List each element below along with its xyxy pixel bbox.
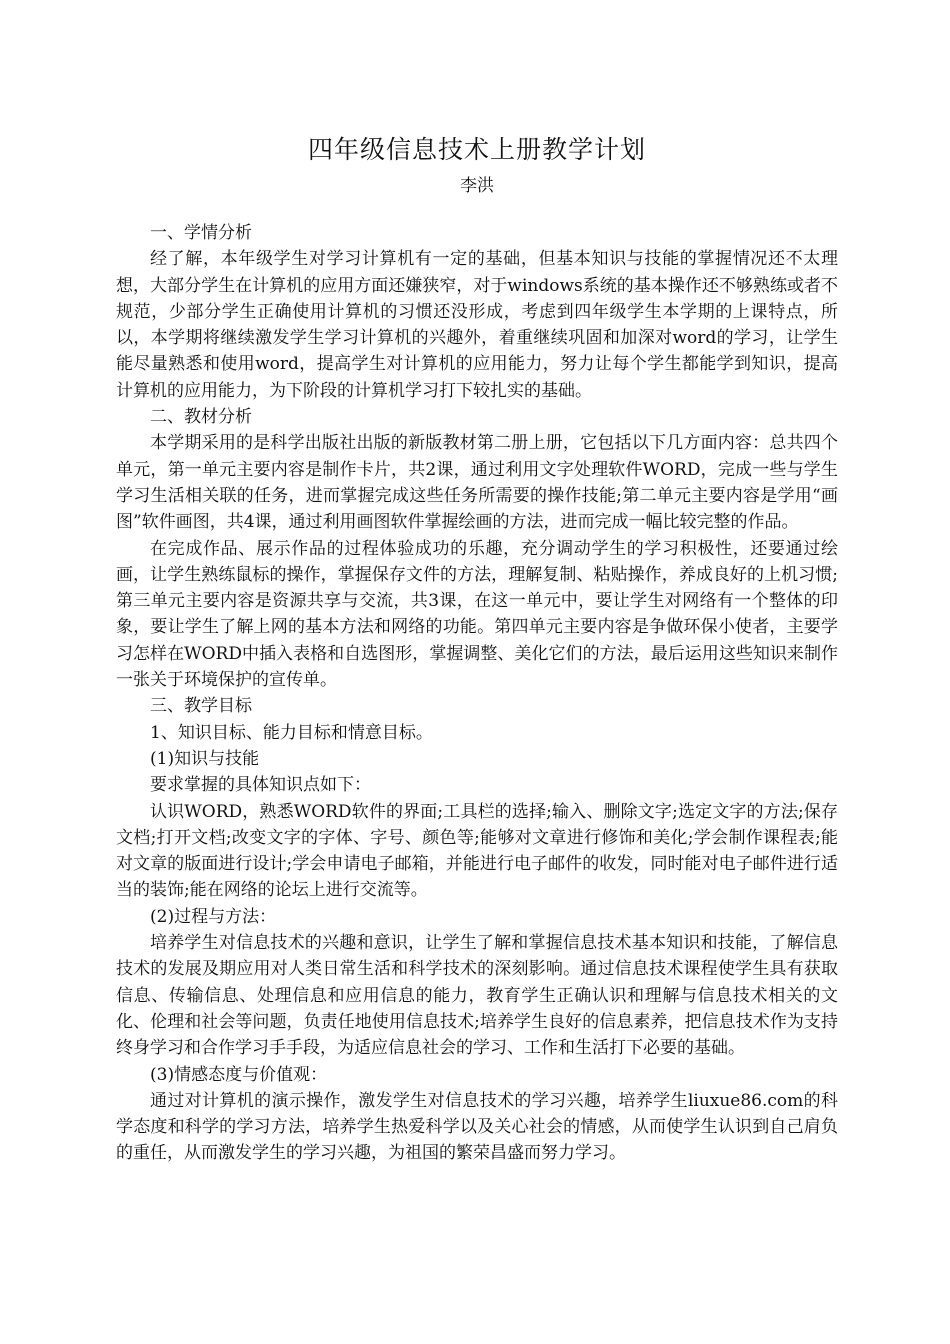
subheading-knowledge-skills: (1)知识与技能 [150,748,260,769]
goal-item-1: 1、知识目标、能力目标和情意目标。 [150,722,433,743]
paragraph-attitudes-values: 通过对计算机的演示操作，激发学生对信息技术的学习兴趣，培养学生liuxue86.com的科学态度和科学的学习方法，培养学生热爱科学以及关心社会的情感，从而使学生认识到自己肩负的重任，从而激发学生的学习兴趣，为祖国的繁荣昌盛而努力学习。 [116,1090,838,1164]
knowledge-intro: 要求掌握的具体知识点如下： [150,775,371,796]
document-page [116,132,838,1167]
section-heading-1: 一、学情分析 [150,223,252,243]
section-heading-3: 三、教学目标 [150,696,252,717]
subheading-process-methods: (2)过程与方法： [150,906,277,927]
paragraph-knowledge-points: 认识WORD，熟悉WORD软件的界面;工具栏的选择;输入、删除文字;选定文字的方法;保存文档;打开文档;改变文字的字体、字号、颜色等;能够对文章进行修饰和美化;学会制作课程表;能对文章的版面进行设计;学会申请电子邮箱，并能进行电子邮件的收发，同时能对电子邮件进行适当的装饰;能在网络的论坛上进行交流等。 [116,801,838,901]
subheading-attitudes-values: (3)情感态度与价值观： [150,1064,328,1085]
document-title: 四年级信息技术上册教学计划 [307,135,646,164]
paragraph-process-methods: 培养学生对信息技术的兴趣和意识，让学生了解和掌握信息技术基本知识和技能，了解信息技术的发展及期应用对人类日常生活和科学技术的深刻影响。通过信息技术课程使学生具有获取信息、传输信息、处理信息和应用信息的能力，教育学生正确认识和理解与信息技术相关的文化、伦理和社会等问题，负责任地使用信息技术;培养学生良好的信息素养，把信息技术作为支持终身学习和合作学习手手段，为适应信息社会的学习、工作和生活打下必要的基础。 [116,933,838,1059]
paragraph-student-analysis: 经了解，本年级学生对学习计算机有一定的基础，但基本知识与技能的掌握情况还不太理想，大部分学生在计算机的应用方面还嫌狭窄，对于windows系统的基本操作还不够熟练或者不规范，少部分学生正确使用计算机的习惯还没形成，考虑到四年级学生本学期的上课特点，所以，本学期将继续激发学生学习计算机的兴趣外，着重继续巩固和加深对word的学习，让学生能尽量熟悉和使用word，提高学生对计算机的应用能力，努力让每个学生都能学到知识，提高计算机的应用能力，为下阶段的计算机学习打下较扎实的基础。 [116,249,838,401]
document-author: 李洪 [460,176,494,196]
paragraph-textbook-analysis-1: 本学期采用的是科学出版社出版的新版教材第二册上册，它包括以下几方面内容：总共四个单元，第一单元主要内容是制作卡片，共2课，通过利用文字处理软件WORD，完成一些与学生学习生活相关联的任务，进而掌握完成这些任务所需要的操作技能;第二单元主要内容是学用“画图”软件画图，共4课，通过利用画图软件掌握绘画的方法，进而完成一幅比较完整的作品。 [116,433,838,533]
paragraph-textbook-analysis-2: 在完成作品、展示作品的过程体验成功的乐趣，充分调动学生的学习积极性，还要通过绘画，让学生熟练鼠标的操作，掌握保存文件的方法，理解复制、粘贴操作，养成良好的上机习惯;第三单元主要内容是资源共享与交流，共3课，在这一单元中，要让学生对网络有一个整体的印象，要让学生了解上网的基本方法和网络的功能。第四单元主要内容是争做环保小使者，主要学习怎样在WORD中插入表格和自选图形，掌握调整、美化它们的方法，最后运用这些知识来制作一张关于环境保护的宣传单。 [116,538,838,691]
section-heading-2: 二、教材分析 [150,407,252,428]
